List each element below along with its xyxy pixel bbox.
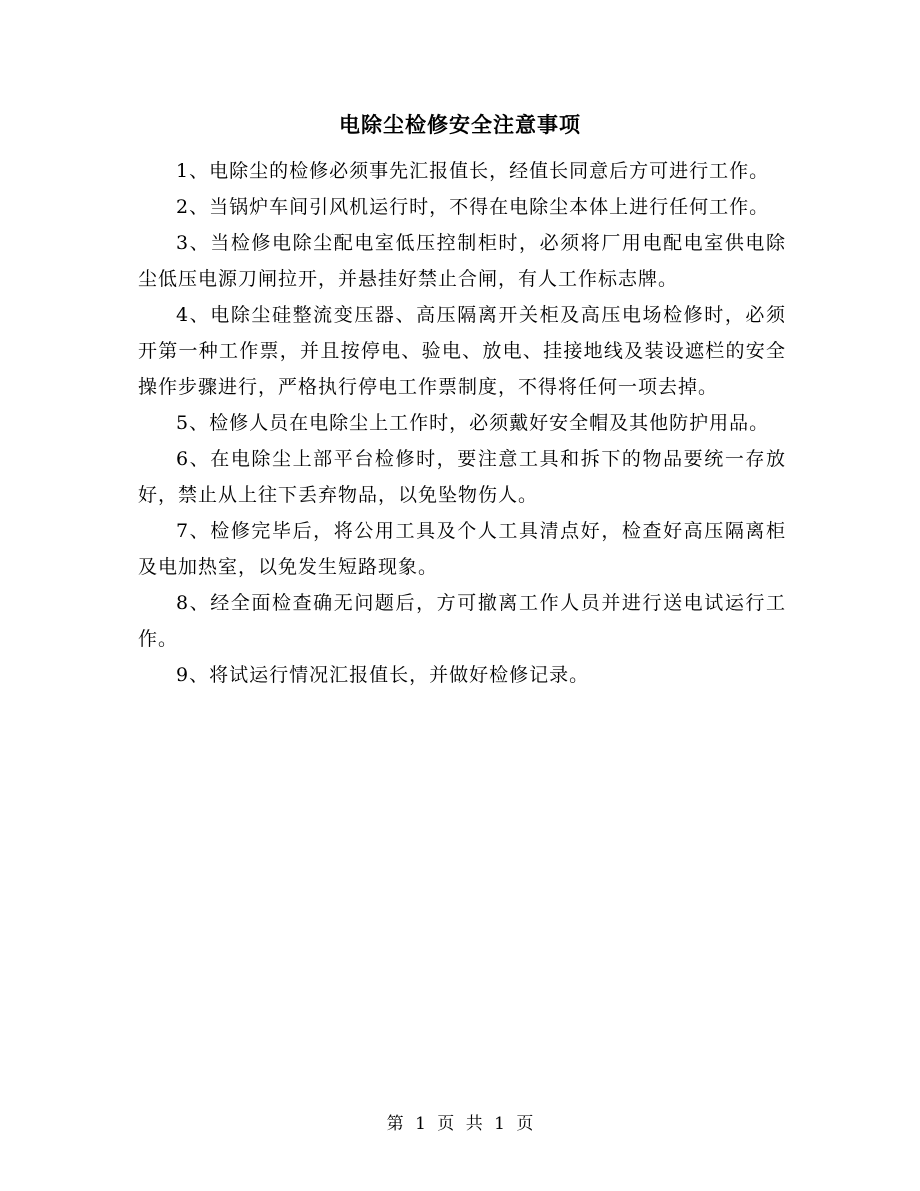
document-body bbox=[138, 153, 786, 693]
document-title: 电除尘检修安全注意事项 bbox=[339, 112, 581, 137]
paragraph-5: 5、检修人员在电除尘上工作时，必须戴好安全帽及其他防护用品。 bbox=[176, 412, 770, 434]
paragraph-4: 4、电除尘硅整流变压器、高压隔离开关柜及高压电场检修时，必须开第一种工作票，并且按停电、验电、放电、挂接地线及装设遮栏的安全操作步骤进行，严格执行停电工作票制度，不得将任何一项去掉。 bbox=[138, 304, 786, 398]
paragraph-3: 3、当检修电除尘配电室低压控制柜时，必须将厂用电配电室供电除尘低压电源刀闸拉开，并悬挂好禁止合闸，有人工作标志牌。 bbox=[138, 232, 786, 290]
page-footer: 第 1 页 共 1 页 bbox=[386, 1114, 534, 1134]
paragraph-8: 8、经全面检查确无问题后，方可撤离工作人员并进行送电试运行工作。 bbox=[138, 592, 786, 650]
paragraph-9: 9、将试运行情况汇报值长，并做好检修记录。 bbox=[176, 664, 590, 686]
paragraph-1: 1、电除尘的检修必须事先汇报值长，经值长同意后方可进行工作。 bbox=[176, 160, 770, 182]
paragraph-7: 7、检修完毕后，将公用工具及个人工具清点好，检查好高压隔离柜及电加热室，以免发生短路现象。 bbox=[138, 520, 786, 578]
paragraph-2: 2、当锅炉车间引风机运行时，不得在电除尘本体上进行任何工作。 bbox=[176, 196, 770, 218]
paragraph-6: 6、在电除尘上部平台检修时，要注意工具和拆下的物品要统一存放好，禁止从上往下丢弃物品，以免坠物伤人。 bbox=[138, 448, 786, 506]
